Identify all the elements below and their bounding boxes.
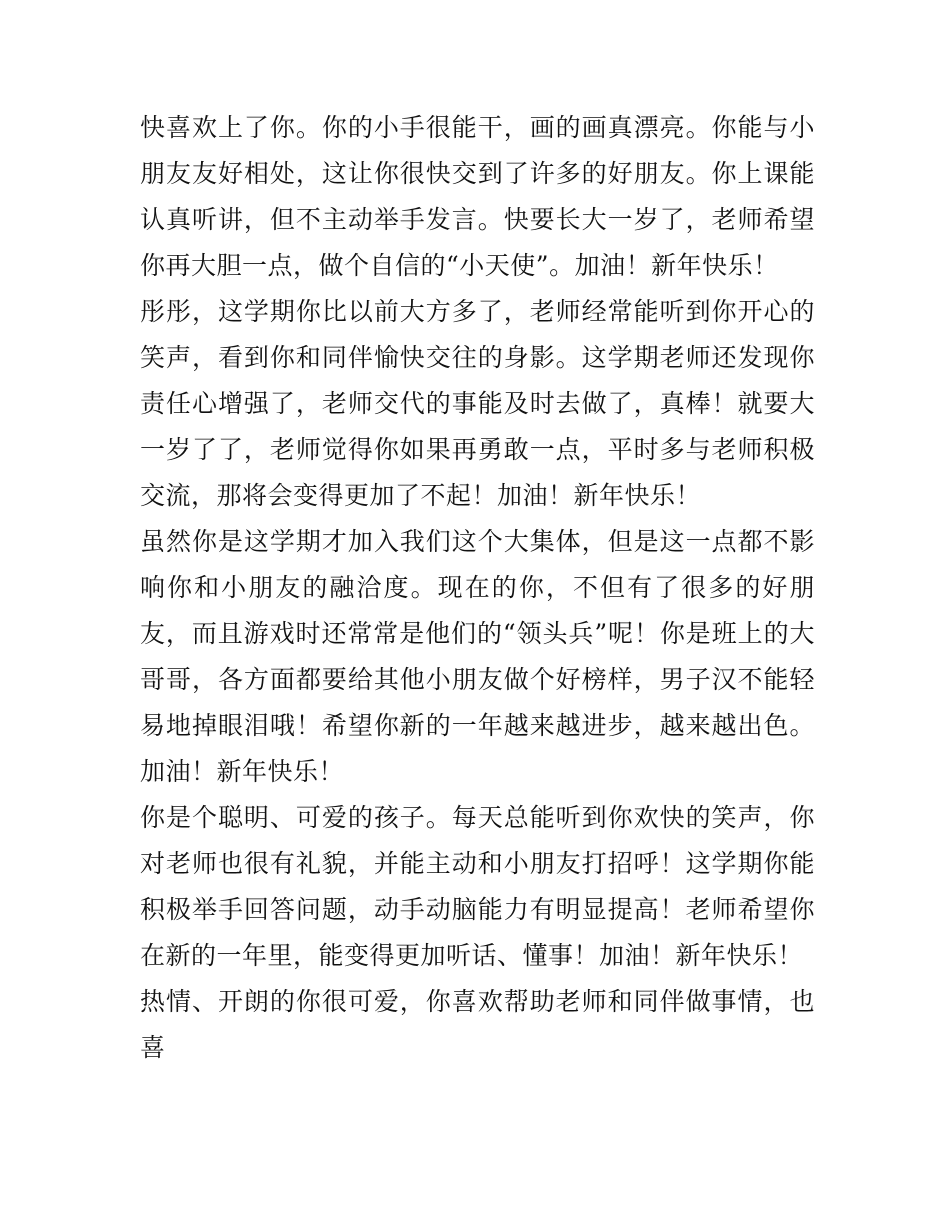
paragraph-5: 热情、开朗的你很可爱，你喜欢帮助老师和同伴做事情，也喜 — [140, 987, 815, 1062]
paragraph-2: 彤彤，这学期你比以前大方多了，老师经常能听到你开心的笑声，看到你和同伴愉快交往的身影。这学期老师还发现你责任心增强了，老师交代的事能及时去做了，真棒！就要大一岁了了，老师觉得你如果再勇敢一点，平时多与老师积极交流，那将会变得更加了不起！加油！新年快乐！ — [140, 297, 815, 510]
paragraph-1: 快喜欢上了你。你的小手很能干，画的画真漂亮。你能与小朋友友好相处，这让你很快交到了许多的好朋友。你上课能认真听讲，但不主动举手发言。快要长大一岁了，老师希望你再大胆一点，做个自信的“小天使”。加油！新年快乐！ — [140, 113, 815, 280]
paragraph-3: 虽然你是这学期才加入我们这个大集体，但是这一点都不影响你和小朋友的融洽度。现在的你，不但有了很多的好朋友，而且游戏时还常常是他们的“领头兵”呢！你是班上的大哥哥，各方面都要给其他小朋友做个好榜样，男子汉不能轻易地掉眼泪哦！希望你新的一年越来越进步，越来越出色。加油！新年快乐！ — [140, 527, 815, 786]
paragraph-4: 你是个聪明、可爱的孩子。每天总能听到你欢快的笑声，你对老师也很有礼貌，并能主动和小朋友打招呼！这学期你能积极举手回答问题，动手动脑能力有明显提高！老师希望你在新的一年里，能变得更加听话、懂事！加油！新年快乐！ — [140, 803, 815, 970]
document-body — [140, 105, 815, 1071]
